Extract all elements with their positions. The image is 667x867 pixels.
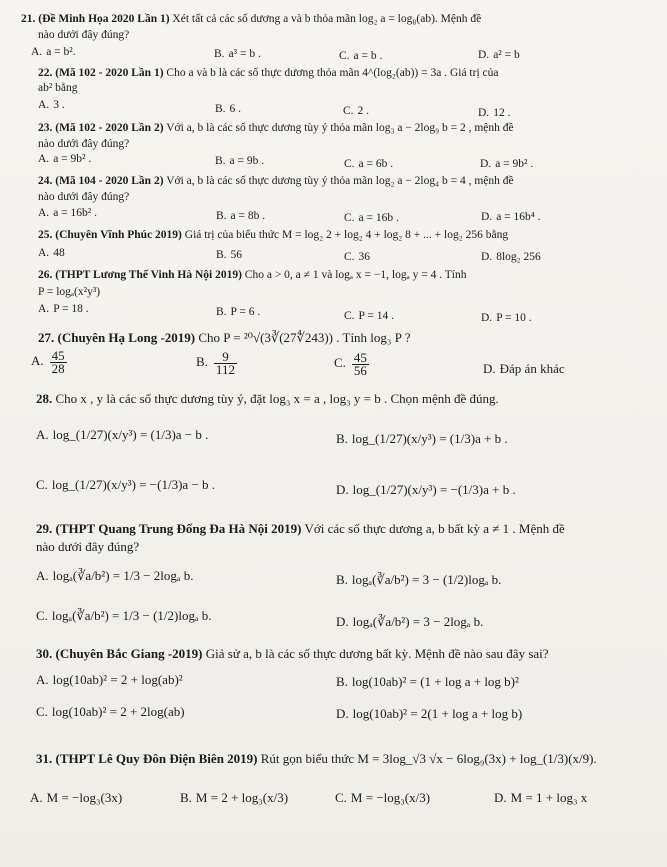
q26-title: 26. (THPT Lương Thế Vinh Hà Nội 2019) [38,269,242,281]
q23-text: Với a, b là các số thực dương tùy ý thỏa mãn log₃ a − 2log₉ b = 2 , mệnh đề [166,122,514,134]
q23-option-b[interactable]: B. a = 9b . [215,155,265,167]
q25-option-c[interactable]: C. 36 [344,251,371,263]
q29-stem2: nào dưới đây đúng? [36,539,140,554]
q26-stem [38,268,466,282]
q22-option-d[interactable]: D. 12 . [478,107,511,119]
q27-b-denominator: 112 [215,362,235,377]
q27-a-fraction [50,350,67,375]
q23-option-d[interactable]: D. a = 9b² . [480,158,534,170]
q21-option-b[interactable]: B. a³ = b . [214,48,261,60]
q25-d-text: 8log₂ 256 [496,251,541,263]
q27-a-numerator: 45 [51,348,65,363]
q25-stem [38,228,508,242]
q26-a-text: P = 18 . [53,303,89,315]
q21-option-d[interactable]: D. a² = b [478,49,520,61]
q27-c-fraction [352,352,369,377]
q21-option-c[interactable]: C. a = b . [339,50,383,62]
q22-c-text: 2 . [357,105,370,117]
q29-option-d[interactable]: D. logₐ(∛a/b²) = 3 − 2logₐ b. [336,614,484,629]
q30-title: 30. (Chuyên Bắc Giang -2019) [36,646,203,661]
q21-option-a[interactable]: A. a = b². [31,46,76,58]
q23-a-text: a = 9b² . [53,153,92,165]
q27-text: Cho P = ²⁰√(3∛(27∜243)) . Tính log₃ P ? [198,330,411,345]
q27-b-fraction [214,351,237,376]
q28-b-text: log_(1/27)(x/y³) = (1/3)a + b . [351,431,508,446]
q25-a-text: 48 [53,247,65,259]
q22-a-text: 3 . [53,99,65,111]
q24-title: 24. (Mã 104 - 2020 Lần 2) [38,175,164,187]
q27-stem [38,330,410,346]
q27-a-denominator: 28 [51,361,65,376]
q30-text: Giả sử a, b là các số thực dương bất kỳ. Mệnh đề nào sau đây sai? [205,646,549,661]
q23-option-c[interactable]: C. a = 6b . [344,158,394,170]
q31-option-d[interactable]: D. M = 1 + log₃ x [494,790,588,805]
q30-option-d[interactable]: D. log(10ab)² = 2(1 + log a + log b) [336,706,523,721]
q29-option-a[interactable]: A. logₐ(∛a/b²) = 1/3 − 2logₐ b. [36,568,194,583]
q31-text: Rút gọn biểu thức M = 3log_√3 √x − 6log₉(3x) + log_(1/3)(x/9). [260,751,597,766]
q23-c-text: a = 6b . [358,158,394,170]
q26-c-text: P = 14 . [358,310,395,322]
q28-a-text: log_(1/27)(x/y³) = (1/3)a − b . [52,427,209,442]
q29-text: Với các số thực dương a, b bất kỳ a ≠ 1 . Mệnh đề [304,521,565,536]
q29-c-text: logₐ(∛a/b²) = 1/3 − (1/2)logₐ b. [51,608,212,623]
q31-a-text: M = −log₃(3x) [46,790,123,805]
q29-d-text: logₐ(∛a/b²) = 3 − 2logₐ b. [352,614,484,629]
q27-option-a[interactable]: A. $\frac{45}{28}$ [31,348,65,376]
q24-d-text: a = 16b⁴ . [496,211,541,223]
q22-option-c[interactable]: C. 2 . [343,105,370,117]
q31-b-text: M = 2 + log₃(x/3) [195,790,289,805]
q31-option-c[interactable]: C. M = −log₃(x/3) [335,790,431,805]
q30-option-a[interactable]: A. log(10ab)² = 2 + log(ab)² [36,672,183,687]
q23-option-a[interactable]: A. a = 9b² . [38,153,92,165]
q24-option-d[interactable]: D. a = 16b⁴ . [481,211,541,223]
q30-c-text: log(10ab)² = 2 + 2log(ab) [51,704,185,719]
q24-b-text: a = 8b . [230,210,266,222]
q31-option-a[interactable]: A. M = −log₃(3x) [30,790,123,805]
q22-option-b[interactable]: B. 6 . [215,103,242,115]
q25-option-a[interactable]: A. 48 [38,247,65,259]
q31-option-b[interactable]: B. M = 2 + log₃(x/3) [180,790,289,805]
q26-d-text: P = 10 . [496,312,532,324]
q21-stem2: nào dưới đây đúng? [38,29,130,41]
q27-c-denominator: 56 [353,363,367,378]
q27-option-b[interactable]: B. $\frac{9}{112}$ [196,349,235,377]
q24-option-c[interactable]: C. a = 16b . [344,212,399,224]
q25-c-text: 36 [358,251,371,263]
q27-d-text: Đáp án khác [499,361,565,376]
q28-option-d[interactable]: D. log_(1/27)(x/y³) = −(1/3)a + b . [336,482,516,497]
q23-stem [38,121,514,135]
q24-option-b[interactable]: B. a = 8b . [216,210,266,222]
q28-text: Cho x , y là các số thực dương tùy ý, đặt log₃ x = a , log₃ y = b . Chọn mệnh đề đúng. [55,391,499,406]
q21-d-text: a² = b [493,49,520,61]
q27-option-d[interactable]: D. Đáp án khác [483,361,565,376]
q22-title: 22. (Mã 102 - 2020 Lần 1) [38,67,164,79]
q27-c-numerator: 45 [353,350,367,365]
q24-stem [38,174,514,188]
q24-a-text: a = 16b² . [53,207,97,219]
q28-c-text: log_(1/27)(x/y³) = −(1/3)a − b . [51,477,216,492]
q28-option-a[interactable]: A. log_(1/27)(x/y³) = (1/3)a − b . [36,427,209,442]
q23-stem2: nào dưới đây đúng? [38,138,130,150]
q30-b-text: log(10ab)² = (1 + log a + log b)² [351,674,519,689]
q23-d-text: a = 9b² . [495,158,534,170]
q28-option-c[interactable]: C. log_(1/27)(x/y³) = −(1/3)a − b . [36,477,216,492]
q22-d-text: 12 . [493,107,511,119]
q23-title: 23. (Mã 102 - 2020 Lần 2) [38,122,164,134]
q31-stem [36,751,597,767]
q28-title: 28. [36,391,53,406]
q30-stem [36,646,549,662]
q21-title: 21. (Đề Minh Họa 2020 Lần 1) [21,13,170,25]
q29-b-text: logₐ(∛a/b²) = 3 − (1/2)logₐ b. [351,572,502,587]
q22-b-text: 6 . [229,103,242,115]
q21-c-text: a = b . [353,50,383,62]
q28-d-text: log_(1/27)(x/y³) = −(1/3)a + b . [352,482,516,497]
q23-b-text: a = 9b . [229,155,265,167]
q30-a-text: log(10ab)² = 2 + log(ab)² [52,672,183,687]
q27-option-c[interactable]: C. $\frac{45}{56}$ [334,350,367,378]
q29-title: 29. (THPT Quang Trung Đống Đa Hà Nội 2019) [36,521,302,536]
q24-text: Với a, b là các số thực dương tùy ý thỏa mãn log₂ a − 2log₄ b = 4 , mệnh đề [166,175,514,187]
q29-option-b[interactable]: B. logₐ(∛a/b²) = 3 − (1/2)logₐ b. [336,572,502,587]
q24-stem2: nào dưới đây đúng? [38,191,130,203]
q31-c-text: M = −log₃(x/3) [350,790,431,805]
q26-option-b[interactable]: B. P = 6 . [216,306,261,318]
q24-option-a[interactable]: A. a = 16b² . [38,207,97,219]
q26-stem2: P = logₐ(x²y³) [38,286,101,298]
q30-option-c[interactable]: C. log(10ab)² = 2 + 2log(ab) [36,704,185,719]
q30-d-text: log(10ab)² = 2(1 + log a + log b) [352,706,523,721]
q26-option-c[interactable]: C. P = 14 . [344,310,395,322]
q25-option-b[interactable]: B. 56 [216,249,243,261]
q31-title: 31. (THPT Lê Quy Đôn Điện Biên 2019) [36,751,258,766]
q27-b-numerator: 9 [214,351,237,364]
q29-stem [36,521,565,537]
q26-text: Cho a > 0, a ≠ 1 và logₐ x = −1, logₐ y = 4 . Tính [244,269,467,281]
q24-c-text: a = 16b . [358,212,399,224]
q28-option-b[interactable]: B. log_(1/27)(x/y³) = (1/3)a + b . [336,431,508,446]
q22-stem [38,66,498,80]
q22-text: Cho a và b là các số thực dương thỏa mãn 4^(log₂(ab)) = 3a . Giá trị của [166,67,499,79]
q21-text: Xét tất cả các số dương a và b thỏa mãn log₂ a = log₈(ab). Mệnh đề [172,13,482,25]
q31-d-text: M = 1 + log₃ x [510,790,588,805]
q25-b-text: 56 [230,249,243,261]
q22-stem2: ab² bằng [38,82,78,94]
q25-text: Giá trị của biểu thức M = log₂ 2 + log₂ 4 + log₂ 8 + ... + log₂ 256 bằng [184,229,509,241]
q29-option-c[interactable]: C. logₐ(∛a/b²) = 1/3 − (1/2)logₐ b. [36,608,212,623]
q21-b-text: a³ = b . [228,48,261,60]
q26-option-d[interactable]: D. P = 10 . [481,312,532,324]
q26-option-a[interactable]: A. P = 18 . [38,303,89,315]
q27-title: 27. (Chuyên Hạ Long -2019) [38,330,196,345]
q25-option-d[interactable]: D. 8log₂ 256 [481,251,541,263]
q28-stem [36,391,499,407]
q22-option-a[interactable]: A. 3 . [38,99,65,111]
q21-stem [21,12,481,26]
q26-b-text: P = 6 . [230,306,261,318]
q29-a-text: logₐ(∛a/b²) = 1/3 − 2logₐ b. [52,568,194,583]
q30-option-b[interactable]: B. log(10ab)² = (1 + log a + log b)² [336,674,519,689]
q21-a-text: a = b². [46,46,76,58]
q25-title: 25. (Chuyên Vĩnh Phúc 2019) [38,229,182,241]
